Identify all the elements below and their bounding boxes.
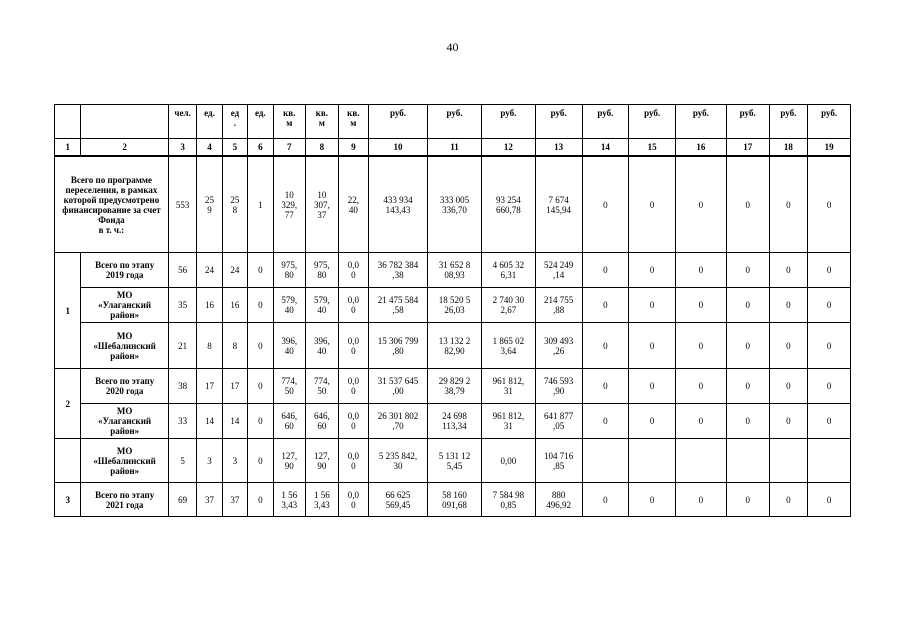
value-cell: 396, 40: [306, 323, 339, 369]
value-cell: 56: [168, 253, 196, 288]
value-cell: 0: [808, 253, 851, 288]
value-cell: 0: [248, 439, 273, 483]
value-cell: 0: [582, 404, 629, 439]
value-cell: 0: [808, 156, 851, 253]
value-cell: 8: [197, 323, 222, 369]
value-cell: 524 249 ,14: [535, 253, 582, 288]
value-cell: 774, 50: [306, 369, 339, 404]
value-cell: 14: [197, 404, 222, 439]
value-cell: 24: [197, 253, 222, 288]
value-cell: 0,0 0: [338, 483, 368, 517]
value-cell: 93 254 660,78: [481, 156, 535, 253]
value-cell: 22, 40: [338, 156, 368, 253]
table-row: [55, 483, 851, 517]
value-cell: 31 537 645 ,00: [369, 369, 428, 404]
value-cell: 24 698 113,34: [428, 404, 482, 439]
value-cell: 0: [582, 369, 629, 404]
value-cell: 37: [197, 483, 222, 517]
column-number-cell: 9: [338, 139, 368, 157]
units-row: [55, 105, 851, 139]
value-cell: 0: [629, 156, 676, 253]
table-row: [55, 404, 851, 439]
value-cell: 0,0 0: [338, 404, 368, 439]
value-cell: [629, 439, 676, 483]
unit-cell: кв. м: [306, 105, 339, 139]
value-cell: 0: [726, 288, 769, 323]
value-cell: 0,0 0: [338, 288, 368, 323]
value-cell: 746 593 ,90: [535, 369, 582, 404]
value-cell: 33: [168, 404, 196, 439]
value-cell: 38: [168, 369, 196, 404]
unit-cell: [81, 105, 168, 139]
value-cell: 0: [726, 483, 769, 517]
value-cell: 18 520 5 26,03: [428, 288, 482, 323]
column-number-cell: 5: [222, 139, 247, 157]
column-number-cell: 6: [248, 139, 273, 157]
value-cell: 0: [769, 288, 808, 323]
value-cell: 396, 40: [273, 323, 306, 369]
column-number-cell: 2: [81, 139, 168, 157]
value-cell: 3: [197, 439, 222, 483]
column-number-cell: 15: [629, 139, 676, 157]
value-cell: [726, 439, 769, 483]
value-cell: 0: [582, 323, 629, 369]
value-cell: 0: [726, 156, 769, 253]
value-cell: 21 475 584 ,58: [369, 288, 428, 323]
value-cell: 14: [222, 404, 247, 439]
value-cell: 0: [676, 253, 727, 288]
unit-cell: ед.: [197, 105, 222, 139]
column-number-cell: 17: [726, 139, 769, 157]
value-cell: 774, 50: [273, 369, 306, 404]
value-cell: 15 306 799 ,80: [369, 323, 428, 369]
value-cell: 127, 90: [306, 439, 339, 483]
value-cell: 37: [222, 483, 247, 517]
table-row: [55, 323, 851, 369]
value-cell: 36 782 384 ,38: [369, 253, 428, 288]
value-cell: 1 56 3,43: [273, 483, 306, 517]
value-cell: 0,0 0: [338, 323, 368, 369]
value-cell: 29 829 2 38,79: [428, 369, 482, 404]
value-cell: 66 625 569,45: [369, 483, 428, 517]
unit-cell: ед.: [248, 105, 273, 139]
value-cell: 0: [769, 369, 808, 404]
value-cell: 0: [248, 369, 273, 404]
column-number-cell: 1: [55, 139, 81, 157]
value-cell: 69: [168, 483, 196, 517]
unit-cell: руб.: [808, 105, 851, 139]
value-cell: 0: [676, 404, 727, 439]
unit-cell: руб.: [369, 105, 428, 139]
value-cell: 579, 40: [273, 288, 306, 323]
value-cell: 0: [808, 483, 851, 517]
column-number-cell: 16: [676, 139, 727, 157]
column-number-cell: 7: [273, 139, 306, 157]
value-cell: 0,0 0: [338, 439, 368, 483]
table-row: [55, 288, 851, 323]
value-cell: 0: [248, 288, 273, 323]
stage-number: [55, 439, 81, 483]
value-cell: 0: [726, 404, 769, 439]
value-cell: 579, 40: [306, 288, 339, 323]
value-cell: 0: [676, 323, 727, 369]
row-name: Всего по этапу 2020 года: [81, 369, 168, 404]
value-cell: 35: [168, 288, 196, 323]
unit-cell: руб.: [582, 105, 629, 139]
value-cell: 24: [222, 253, 247, 288]
value-cell: 0: [769, 483, 808, 517]
value-cell: 0: [582, 156, 629, 253]
value-cell: 0: [808, 369, 851, 404]
value-cell: 0: [629, 404, 676, 439]
value-cell: 0: [629, 323, 676, 369]
table-row: [55, 253, 851, 288]
page-number: 40: [446, 40, 459, 54]
value-cell: 214 755 ,88: [535, 288, 582, 323]
unit-cell: чел.: [168, 105, 196, 139]
value-cell: 0: [248, 404, 273, 439]
value-cell: [676, 439, 727, 483]
value-cell: 17: [197, 369, 222, 404]
value-cell: 975, 80: [306, 253, 339, 288]
value-cell: 0: [676, 156, 727, 253]
column-numbers-row: [55, 139, 851, 157]
value-cell: 7 674 145,94: [535, 156, 582, 253]
column-number-cell: 4: [197, 139, 222, 157]
column-number-cell: 3: [168, 139, 196, 157]
row-name: МО «Улаганский район»: [81, 404, 168, 439]
value-cell: 1 56 3,43: [306, 483, 339, 517]
row-name: МО «Улаганский район»: [81, 288, 168, 323]
column-number-cell: 11: [428, 139, 482, 157]
value-cell: 16: [222, 288, 247, 323]
value-cell: 26 301 802 ,70: [369, 404, 428, 439]
value-cell: 5 235 842, 30: [369, 439, 428, 483]
row-name: Всего по этапу 2021 года: [81, 483, 168, 517]
unit-cell: руб.: [428, 105, 482, 139]
value-cell: 58 160 091,68: [428, 483, 482, 517]
value-cell: 0: [248, 323, 273, 369]
table-row: [55, 439, 851, 483]
unit-cell: [55, 105, 81, 139]
value-cell: [582, 439, 629, 483]
value-cell: 0: [248, 253, 273, 288]
value-cell: 7 584 98 0,85: [481, 483, 535, 517]
value-cell: 0,0 0: [338, 253, 368, 288]
value-cell: 13 132 2 82,90: [428, 323, 482, 369]
unit-cell: руб.: [481, 105, 535, 139]
value-cell: 1 865 02 3,64: [481, 323, 535, 369]
stage-number: 2: [55, 369, 81, 439]
value-cell: 333 005 336,70: [428, 156, 482, 253]
unit-cell: кв. м: [273, 105, 306, 139]
unit-cell: руб.: [629, 105, 676, 139]
value-cell: 0: [676, 369, 727, 404]
value-cell: 0: [808, 404, 851, 439]
resettlement-table: [54, 104, 851, 517]
value-cell: 0: [629, 288, 676, 323]
value-cell: 0: [676, 483, 727, 517]
column-number-cell: 19: [808, 139, 851, 157]
value-cell: 0: [582, 288, 629, 323]
value-cell: 127, 90: [273, 439, 306, 483]
unit-cell: ед .: [222, 105, 247, 139]
value-cell: 21: [168, 323, 196, 369]
value-cell: 104 716 ,85: [535, 439, 582, 483]
value-cell: 646, 60: [273, 404, 306, 439]
stage-number: 3: [55, 483, 81, 517]
value-cell: 0: [726, 369, 769, 404]
value-cell: 641 877 ,05: [535, 404, 582, 439]
unit-cell: руб.: [726, 105, 769, 139]
value-cell: 0: [248, 483, 273, 517]
column-number-cell: 14: [582, 139, 629, 157]
value-cell: 25 9: [197, 156, 222, 253]
column-number-cell: 12: [481, 139, 535, 157]
value-cell: 975, 80: [273, 253, 306, 288]
unit-cell: руб.: [769, 105, 808, 139]
row-name: МО «Шебалинский район»: [81, 439, 168, 483]
value-cell: 0: [629, 369, 676, 404]
column-number-cell: 13: [535, 139, 582, 157]
value-cell: 309 493 ,26: [535, 323, 582, 369]
value-cell: 0: [769, 253, 808, 288]
value-cell: 0: [769, 323, 808, 369]
value-cell: 0: [582, 253, 629, 288]
row-name: Всего по этапу 2019 года: [81, 253, 168, 288]
value-cell: [808, 439, 851, 483]
table-row: [55, 369, 851, 404]
value-cell: 553: [168, 156, 196, 253]
value-cell: 961 812, 31: [481, 404, 535, 439]
value-cell: 0: [676, 288, 727, 323]
value-cell: 10 307, 37: [306, 156, 339, 253]
value-cell: [769, 439, 808, 483]
column-number-cell: 8: [306, 139, 339, 157]
value-cell: 8: [222, 323, 247, 369]
value-cell: 0: [629, 483, 676, 517]
value-cell: 2 740 30 2,67: [481, 288, 535, 323]
value-cell: 1: [248, 156, 273, 253]
unit-cell: руб.: [535, 105, 582, 139]
row-name: Всего по программе переселения, в рамках которой предусмотрено финансирование за счет Фонда в т. ч.:: [55, 156, 169, 253]
value-cell: 0: [769, 156, 808, 253]
value-cell: 10 329, 77: [273, 156, 306, 253]
value-cell: 880 496,92: [535, 483, 582, 517]
unit-cell: кв. м: [338, 105, 368, 139]
unit-cell: руб.: [676, 105, 727, 139]
value-cell: 0,0 0: [338, 369, 368, 404]
value-cell: 0: [582, 483, 629, 517]
value-cell: 0: [808, 323, 851, 369]
value-cell: 3: [222, 439, 247, 483]
value-cell: 0: [726, 323, 769, 369]
value-cell: 0: [808, 288, 851, 323]
value-cell: 0: [629, 253, 676, 288]
column-number-cell: 18: [769, 139, 808, 157]
value-cell: 646, 60: [306, 404, 339, 439]
value-cell: 31 652 8 08,93: [428, 253, 482, 288]
value-cell: 0: [726, 253, 769, 288]
value-cell: 5 131 12 5,45: [428, 439, 482, 483]
value-cell: 16: [197, 288, 222, 323]
stage-number: 1: [55, 253, 81, 369]
value-cell: 25 8: [222, 156, 247, 253]
value-cell: 961 812, 31: [481, 369, 535, 404]
value-cell: 17: [222, 369, 247, 404]
row-name: МО «Шебалинский район»: [81, 323, 168, 369]
column-number-cell: 10: [369, 139, 428, 157]
value-cell: 5: [168, 439, 196, 483]
table-row-total: [55, 156, 851, 253]
value-cell: 433 934 143,43: [369, 156, 428, 253]
value-cell: 4 605 32 6,31: [481, 253, 535, 288]
value-cell: 0,00: [481, 439, 535, 483]
value-cell: 0: [769, 404, 808, 439]
